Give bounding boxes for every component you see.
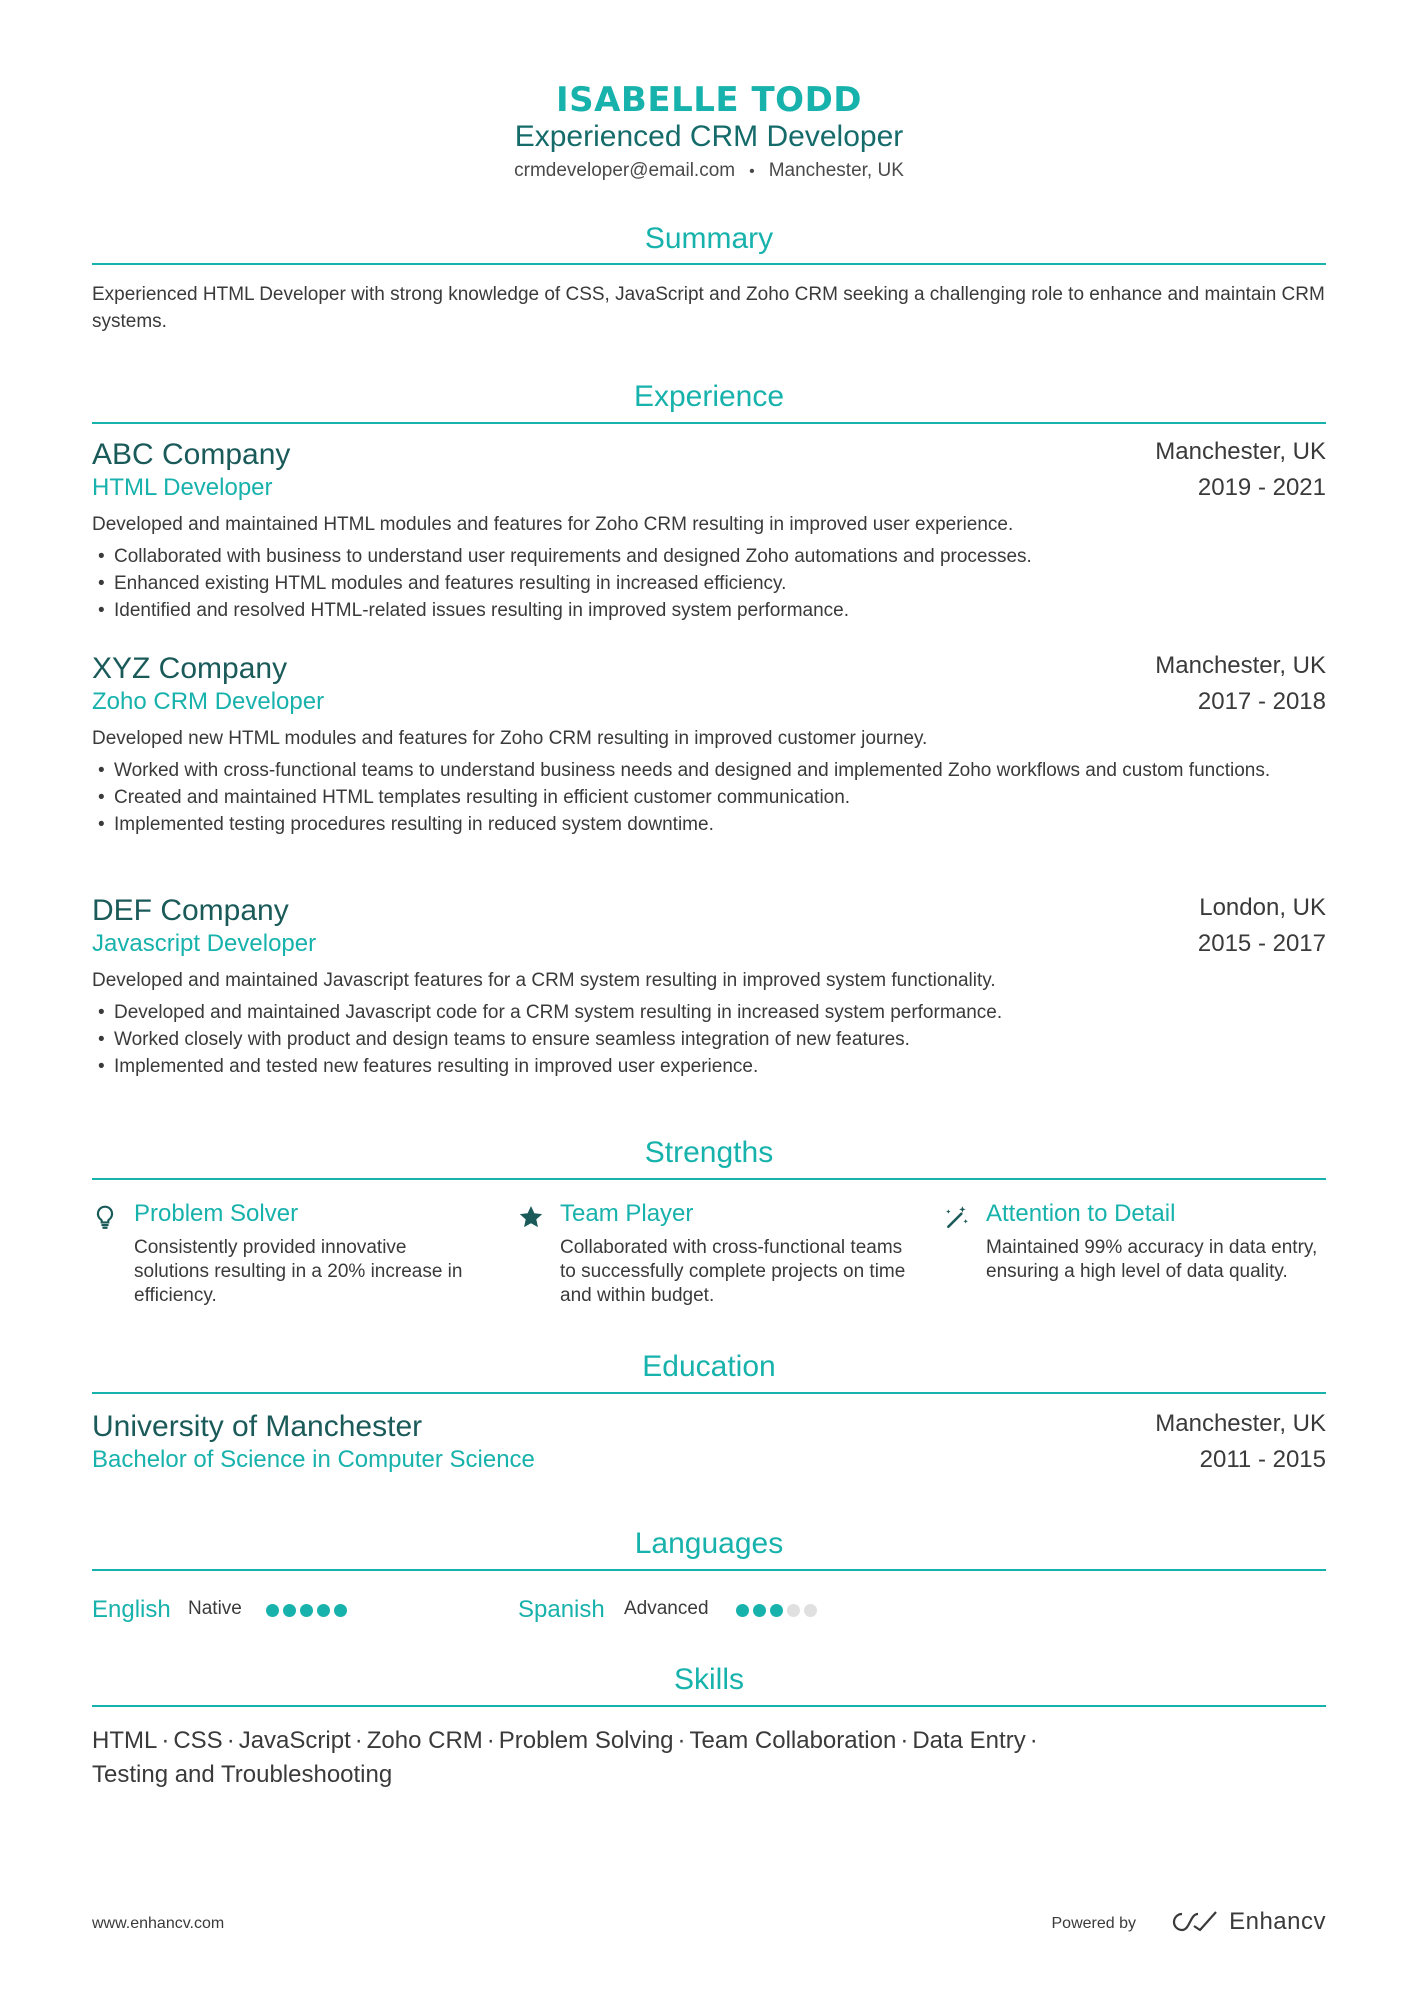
job-dates: 2015 - 2017 xyxy=(1197,930,1326,957)
job-bullet: • Worked with cross-functional teams to understand business needs and designed and implemented Zoho workflows and custom functions. xyxy=(92,757,1326,784)
rating-dot-filled xyxy=(770,1604,783,1617)
language-level: Native xyxy=(188,1598,242,1619)
skills-rule xyxy=(92,1705,1326,1707)
skill-separator: · xyxy=(677,1727,686,1754)
brand-name: Enhancv xyxy=(1229,1908,1326,1935)
rating-dot-filled xyxy=(317,1604,330,1617)
rating-dot-filled xyxy=(334,1604,347,1617)
language-rating xyxy=(266,1604,351,1618)
company-name: ABC Company xyxy=(92,438,291,471)
job-role: Javascript Developer xyxy=(92,930,317,957)
summary-text: Experienced HTML Developer with strong knowledge of CSS, JavaScript and Zoho CRM seeking a challenging role to enhance and maintain CRM systems. xyxy=(92,284,1325,332)
skill-item: Zoho CRM xyxy=(366,1727,483,1754)
rating-dot-filled xyxy=(266,1604,279,1617)
degree-name: Bachelor of Science in Computer Science xyxy=(92,1446,535,1473)
strengths-rule xyxy=(92,1178,1326,1180)
job-bullets xyxy=(92,757,1326,838)
language-name: Spanish xyxy=(518,1596,605,1623)
job-bullets xyxy=(92,543,1326,624)
powered-by-label: Powered by xyxy=(1051,1915,1136,1932)
education-location: Manchester, UK xyxy=(1155,1410,1326,1437)
strength-title: Problem Solver xyxy=(134,1200,299,1227)
job-dates: 2017 - 2018 xyxy=(1197,688,1326,715)
experience-heading: Experience xyxy=(633,380,785,413)
language-item xyxy=(92,1596,492,1626)
contact-line xyxy=(92,160,1326,182)
language-level: Advanced xyxy=(624,1598,709,1619)
language-rating xyxy=(736,1604,821,1618)
lightbulb-icon xyxy=(92,1204,118,1230)
enhancv-logo-icon xyxy=(1172,1910,1218,1934)
skill-item: Testing and Troubleshooting xyxy=(92,1761,393,1788)
summary-rule xyxy=(92,263,1326,265)
rating-dot-filled xyxy=(300,1604,313,1617)
rating-dot-empty xyxy=(787,1604,800,1617)
skill-item: Data Entry xyxy=(912,1727,1026,1754)
job-description: Developed and maintained HTML modules and features for Zoho CRM resulting in improved user experience. xyxy=(92,514,1014,535)
location-text: Manchester, UK xyxy=(768,160,904,181)
job-bullet: • Implemented and tested new features resulting in improved user experience. xyxy=(92,1053,1326,1080)
job-role: Zoho CRM Developer xyxy=(92,688,325,715)
email-link[interactable]: crmdeveloper@email.com xyxy=(514,160,736,181)
skill-separator: · xyxy=(900,1727,909,1754)
skill-separator: · xyxy=(161,1727,170,1754)
education-rule xyxy=(92,1392,1326,1394)
rating-dot-empty xyxy=(804,1604,817,1617)
experience-rule xyxy=(92,422,1326,424)
school-name: University of Manchester xyxy=(92,1410,423,1443)
skill-item: Problem Solving xyxy=(498,1727,674,1754)
skill-item: Team Collaboration xyxy=(689,1727,897,1754)
rating-dot-filled xyxy=(753,1604,766,1617)
job-bullet: • Collaborated with business to understand user requirements and designed Zoho automations and processes. xyxy=(92,543,1326,570)
strengths-heading: Strengths xyxy=(644,1136,774,1169)
strength-title: Attention to Detail xyxy=(986,1200,1176,1227)
skill-separator: · xyxy=(354,1727,363,1754)
job-bullet: • Implemented testing procedures resulting in reduced system downtime. xyxy=(92,811,1326,838)
rating-dot-filled xyxy=(736,1604,749,1617)
star-icon xyxy=(518,1204,544,1230)
skill-separator: · xyxy=(226,1727,235,1754)
education-dates: 2011 - 2015 xyxy=(1199,1446,1326,1473)
job-bullet: • Created and maintained HTML templates resulting in efficient customer communication. xyxy=(92,784,1326,811)
candidate-title: Experienced CRM Developer xyxy=(514,120,904,153)
skill-separator: · xyxy=(1029,1727,1038,1754)
job-description: Developed new HTML modules and features for Zoho CRM resulting in improved customer journey. xyxy=(92,728,928,749)
job-bullet: • Worked closely with product and design teams to ensure seamless integration of new features. xyxy=(92,1026,1326,1053)
skill-item: JavaScript xyxy=(238,1727,351,1754)
languages-heading: Languages xyxy=(634,1527,784,1560)
language-name: English xyxy=(92,1596,171,1623)
job-bullet: • Enhanced existing HTML modules and features resulting in increased efficiency. xyxy=(92,570,1326,597)
candidate-name: ISABELLE TODD xyxy=(555,80,863,120)
strength-title: Team Player xyxy=(560,1200,694,1227)
languages-rule xyxy=(92,1569,1326,1571)
job-role: HTML Developer xyxy=(92,474,273,501)
skill-item: CSS xyxy=(173,1727,223,1754)
website-link[interactable]: www.enhancv.com xyxy=(92,1915,225,1932)
separator-dot: • xyxy=(749,163,755,180)
skills-heading: Skills xyxy=(673,1663,744,1696)
job-bullets xyxy=(92,999,1326,1080)
job-location: London, UK xyxy=(1199,894,1326,921)
job-bullet: • Developed and maintained Javascript code for a CRM system resulting in increased system performance. xyxy=(92,999,1326,1026)
magic-wand-icon xyxy=(944,1204,970,1230)
job-location: Manchester, UK xyxy=(1155,652,1326,679)
job-description: Developed and maintained Javascript features for a CRM system resulting in improved system functionality. xyxy=(92,970,996,991)
education-heading: Education xyxy=(642,1350,776,1383)
skill-separator: · xyxy=(486,1727,495,1754)
strength-text: Maintained 99% accuracy in data entry, ensuring a high level of data quality. xyxy=(986,1237,1318,1282)
company-name: DEF Company xyxy=(92,894,289,927)
powered-by xyxy=(1006,1906,1326,1936)
strength-text: Consistently provided innovative solutions resulting in a 20% increase in efficiency. xyxy=(134,1237,463,1306)
skill-item: HTML xyxy=(92,1727,158,1754)
company-name: XYZ Company xyxy=(92,652,288,685)
language-item xyxy=(518,1596,918,1626)
strength-text: Collaborated with cross-functional teams to successfully complete projects on time and within budget. xyxy=(560,1237,906,1306)
summary-heading: Summary xyxy=(644,222,774,255)
resume-page xyxy=(92,0,1326,1995)
job-bullet: • Identified and resolved HTML-related issues resulting in improved system performance. xyxy=(92,597,1326,624)
skills-list xyxy=(92,1724,1092,1792)
rating-dot-filled xyxy=(283,1604,296,1617)
job-dates: 2019 - 2021 xyxy=(1197,474,1326,501)
job-location: Manchester, UK xyxy=(1155,438,1326,465)
